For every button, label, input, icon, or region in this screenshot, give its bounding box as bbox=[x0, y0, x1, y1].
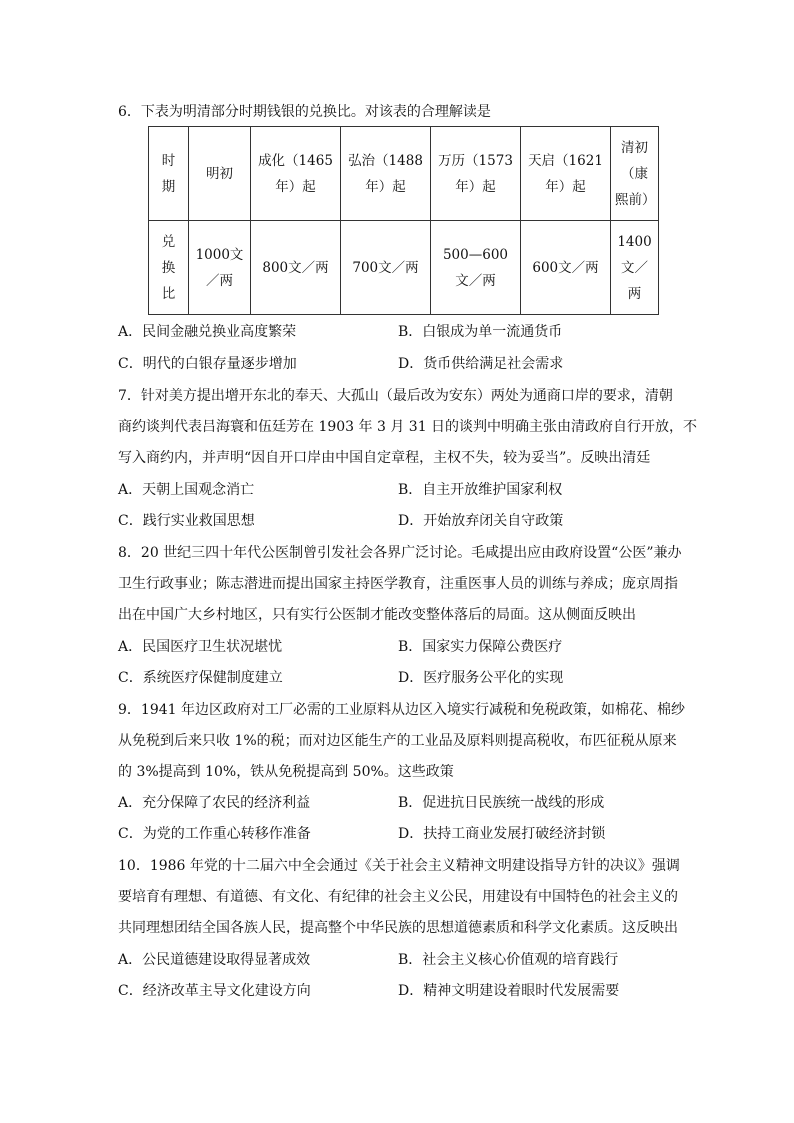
q6-stem: 6．下表为明清部分时期钱银的兑换比。对该表的合理解读是 bbox=[118, 104, 491, 120]
q10-stem-line: 要培育有理想、有道德、有文化、有纪律的社会主义公民，用建设有中国特色的社会主义的 bbox=[118, 889, 678, 905]
q9-option-a: A．充分保障了农民的经济利益 bbox=[118, 795, 311, 811]
table-cell: 700文／两 bbox=[341, 221, 431, 315]
table-row bbox=[149, 221, 659, 315]
q7-stem-line: 写入商约内，并声明“因自开口岸由中国自定章程，主权不失，较为妥当”。反映出清廷 bbox=[118, 450, 651, 466]
q7-option-c: C．践行实业救国思想 bbox=[118, 513, 255, 529]
table-cell: 1000文／两 bbox=[189, 221, 251, 315]
q10-option-a: A．公民道德建设取得显著成效 bbox=[118, 952, 311, 968]
q10-option-c: C．经济改革主导文化建设方向 bbox=[118, 983, 311, 999]
table-cell: 1400文／两 bbox=[611, 221, 659, 315]
exchange-rate-table bbox=[148, 126, 659, 315]
table-header-cell: 时期 bbox=[149, 127, 189, 221]
q10-stem-line: 共同理想团结全国各族人民，提高整个中华民族的思想道德素质和科学文化素质。这反映出 bbox=[118, 920, 678, 936]
table-header-cell: 清初（康熙前） bbox=[611, 127, 659, 221]
q6-option-c: C．明代的白银存量逐步增加 bbox=[118, 356, 297, 372]
q8-stem-line: 卫生行政事业；陈志潜进而提出国家主持医学教育，注重医事人员的训练与养成；庞京周指 bbox=[118, 576, 678, 592]
table-cell: 600文／两 bbox=[521, 221, 611, 315]
q7-stem-line: 7．针对美方提出增开东北的奉天、大孤山（最后改为安东）两处为通商口岸的要求，清朝 bbox=[118, 388, 673, 404]
q9-option-c: C．为党的工作重心转移作准备 bbox=[118, 826, 311, 842]
q9-stem-line: 从免税到后来只收 1%的税；而对边区能生产的工业品及原料则提高税收，布匹征税从原来 bbox=[118, 733, 677, 749]
q9-option-b: B．促进抗日民族统一战线的形成 bbox=[398, 795, 605, 811]
q7-option-d: D．开始放弃闭关自守政策 bbox=[398, 513, 564, 529]
q7-option-a: A．天朝上国观念消亡 bbox=[118, 482, 255, 498]
table-header-cell: 成化（1465年）起 bbox=[251, 127, 341, 221]
q10-option-d: D．精神文明建设着眼时代发展需要 bbox=[398, 983, 620, 999]
q9-stem-line: 9．1941 年边区政府对工厂必需的工业原料从边区入境实行减税和免税政策，如棉花、棉纱 bbox=[118, 702, 685, 718]
q9-option-d: D．扶持工商业发展打破经济封锁 bbox=[398, 826, 606, 842]
q10-stem-line: 10．1986 年党的十二届六中全会通过《关于社会主义精神文明建设指导方针的决议》强调 bbox=[118, 858, 680, 874]
q8-stem-line: 8．20 世纪三四十年代公医制曾引发社会各界广泛讨论。毛咸提出应由政府设置“公医”兼办 bbox=[118, 545, 682, 561]
table-cell: 兑换比 bbox=[149, 221, 189, 315]
q6-option-d: D．货币供给满足社会需求 bbox=[398, 356, 564, 372]
q6-option-b: B．白银成为单一流通货币 bbox=[398, 324, 563, 340]
table-header-cell: 万历（1573年）起 bbox=[431, 127, 521, 221]
q8-option-c: C．系统医疗保健制度建立 bbox=[118, 670, 283, 686]
q8-stem-line: 出在中国广大乡村地区，只有实行公医制才能改变整体落后的局面。这从侧面反映出 bbox=[118, 607, 636, 623]
q7-stem-line: 商约谈判代表吕海寰和伍廷芳在 1903 年 3 月 31 日的谈判中明确主张由清政府自行开放，不 bbox=[118, 419, 698, 435]
table-cell: 500—600文／两 bbox=[431, 221, 521, 315]
q8-option-d: D．医疗服务公平化的实现 bbox=[398, 670, 564, 686]
q6-option-a: A．民间金融兑换业高度繁荣 bbox=[118, 324, 297, 340]
table-header-row bbox=[149, 127, 659, 221]
q9-stem-line: 的 3%提高到 10%，铁从免税提高到 50%。这些政策 bbox=[118, 764, 454, 780]
q8-option-b: B．国家实力保障公费医疗 bbox=[398, 639, 563, 655]
q8-option-a: A．民国医疗卫生状况堪忧 bbox=[118, 639, 283, 655]
table-header-cell: 明初 bbox=[189, 127, 251, 221]
table-header-cell: 弘治（1488年）起 bbox=[341, 127, 431, 221]
table-header-cell: 天启（1621年）起 bbox=[521, 127, 611, 221]
table-cell: 800文／两 bbox=[251, 221, 341, 315]
q10-option-b: B．社会主义核心价值观的培育践行 bbox=[398, 952, 619, 968]
q7-option-b: B．自主开放维护国家利权 bbox=[398, 482, 563, 498]
